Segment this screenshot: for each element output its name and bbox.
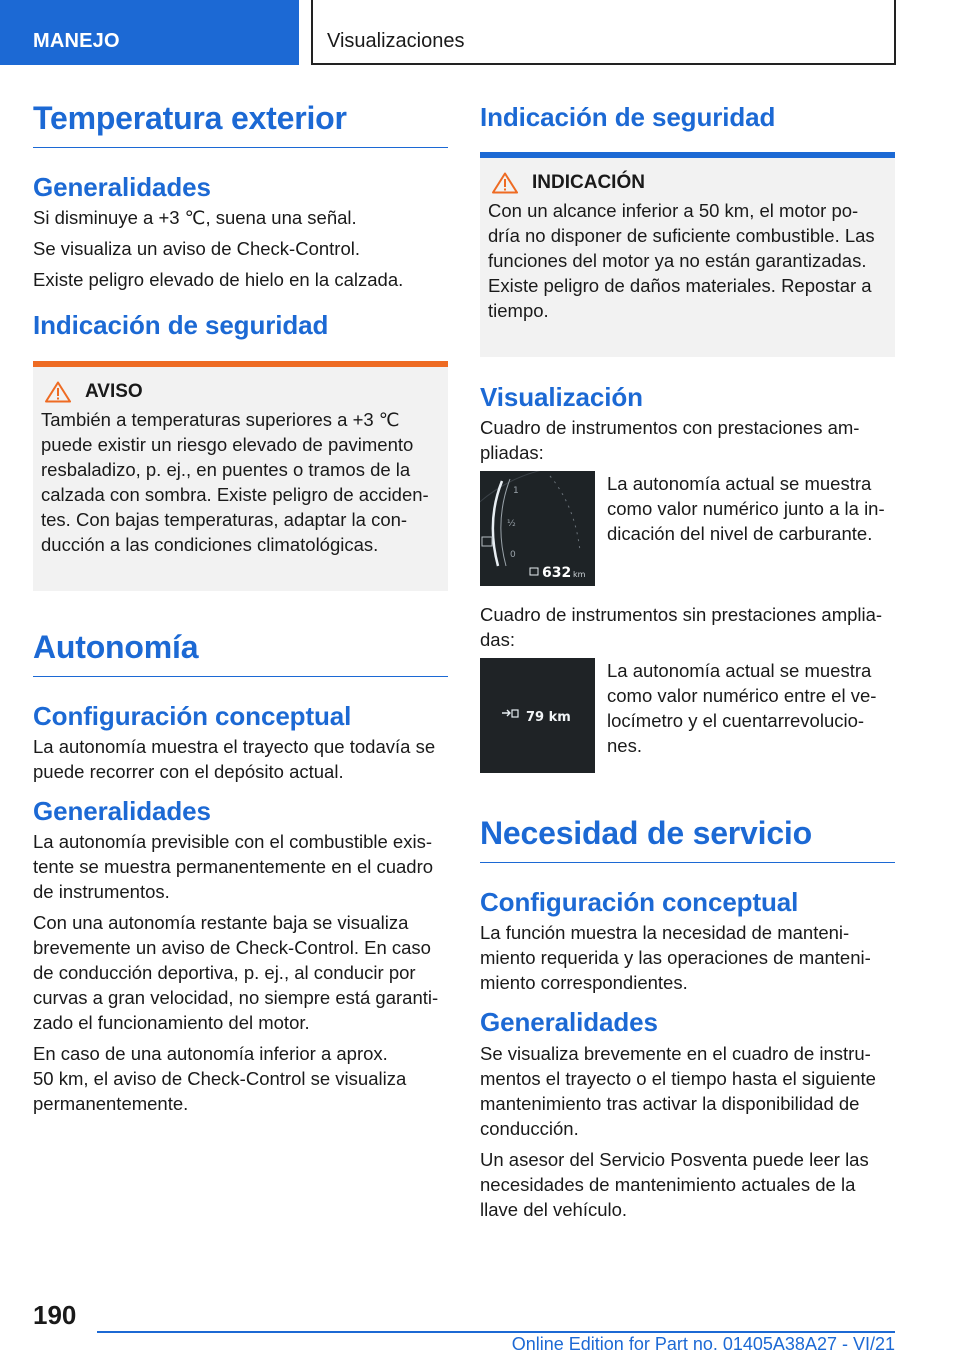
heading-visualization: Visualización bbox=[480, 382, 643, 413]
header-chapter-tab bbox=[311, 0, 896, 65]
footer-divider bbox=[97, 1331, 895, 1333]
figure-basic-caption: La autonomía actual se muestra como valor numérico entre el ve- locímetro y el cuentarrevolucio- nes. bbox=[607, 660, 877, 757]
warning-notice-head bbox=[41, 381, 440, 403]
header-section-tab bbox=[0, 0, 299, 65]
figure-row-extended-cluster bbox=[480, 471, 895, 586]
temp-paragraph-2: Se visualiza un aviso de Check-Control. bbox=[33, 237, 360, 259]
range-general-p1: La autonomía previsible con el combustible exis- tente se muestra permanentemente en el cuadro de instrumentos. bbox=[33, 831, 434, 903]
warning-notice bbox=[33, 367, 448, 591]
heading-service-need: Necesidad de servicio bbox=[480, 815, 895, 863]
left-column bbox=[33, 100, 448, 1122]
indication-notice bbox=[480, 158, 895, 357]
footer-edition: Online Edition for Part no. 01405A38A27 - VI/21 bbox=[511, 1334, 895, 1354]
heading-outside-temperature: Temperatura exterior bbox=[33, 100, 448, 148]
heading-service-concept: Configuración conceptual bbox=[480, 887, 799, 918]
heading-range: Autonomía bbox=[33, 629, 448, 677]
heading-general-temp: Generalidades bbox=[33, 171, 211, 202]
range-concept-text: La autonomía muestra el trayecto que todavía se puede recorrer con el depósito actual. bbox=[33, 736, 436, 783]
heading-range-general: Generalidades bbox=[33, 796, 211, 827]
range-display-graphic bbox=[480, 658, 595, 773]
service-general-p1: Se visualiza brevemente en el cuadro de instru- mentos el trayecto o el tiempo hasta el siguiente mantenimiento tras activar la disponibilidad de conducción. bbox=[480, 1042, 876, 1139]
svg-text:½: ½ bbox=[507, 519, 516, 530]
right-column bbox=[480, 100, 895, 1228]
service-concept-text: La función muestra la necesidad de manteni- miento requerida y las operaciones de manteni- miento correspondientes. bbox=[480, 922, 871, 994]
svg-text:0: 0 bbox=[510, 550, 516, 561]
indication-notice-title: INDICACIÓN bbox=[532, 172, 645, 194]
figure-row-basic-cluster bbox=[480, 658, 895, 773]
warning-notice-text: También a temperaturas superiores a +3 ℃ puede existir un riesgo elevado de pavimento resbaladizo, p. ej., en puentes o tramos de la calzada con sombra. Existe peligro de acciden- tes. Con bajas temperaturas, adaptar la con- ducción a las condiciones climatológicas. bbox=[41, 409, 429, 556]
indication-notice-head bbox=[488, 172, 887, 194]
page-number: 190 bbox=[33, 1300, 77, 1330]
svg-text:1: 1 bbox=[513, 486, 519, 497]
service-general-p2: Un asesor del Servicio Posventa puede leer las necesidades de mantenimiento actuales de la llave del vehículo. bbox=[480, 1148, 869, 1220]
figure-basic-cluster bbox=[480, 658, 595, 773]
header-chapter-label: Visualizaciones bbox=[327, 30, 465, 52]
temp-paragraph-1: Si disminuye a +3 ℃, suena una señal. bbox=[33, 206, 357, 228]
warning-triangle-icon bbox=[45, 381, 71, 403]
figure-extended-caption: La autonomía actual se muestra como valor numérico junto a la in- dicación del nivel de carburante. bbox=[607, 473, 885, 545]
heading-range-concept: Configuración conceptual bbox=[33, 700, 352, 731]
heading-service-general: Generalidades bbox=[480, 1007, 658, 1038]
heading-safety-range: Indicación de seguridad bbox=[480, 102, 776, 132]
header-section-label: MANEJO bbox=[33, 30, 120, 52]
range-general-p2: Con una autonomía restante baja se visualiza brevemente un aviso de Check-Control. En caso de conducción deportiva, p. ej., al conducir por curvas a gran velocidad, no siempre está garanti- zado el funcionamiento del motor. bbox=[33, 912, 439, 1034]
visualization-p1: Cuadro de instrumentos con prestaciones am- pliadas: bbox=[480, 417, 860, 464]
svg-text:km: km bbox=[573, 570, 586, 580]
indication-notice-text: Con un alcance inferior a 50 km, el motor po- dría no disponer de suficiente combustible. Las funciones del motor ya no están garantizadas. Existe peligro de daños materiales. Repostar a tiempo. bbox=[488, 200, 875, 322]
figure-extended-cluster bbox=[480, 471, 595, 586]
svg-text:632: 632 bbox=[542, 565, 572, 582]
range-general-p3: En caso de una autonomía inferior a aprox. 50 km, el aviso de Check-Control se visualiza permanentemente. bbox=[33, 1043, 407, 1115]
heading-safety-temp: Indicación de seguridad bbox=[33, 309, 329, 340]
visualization-p2: Cuadro de instrumentos sin prestaciones amplia- das: bbox=[480, 604, 883, 651]
temp-paragraph-3: Existe peligro elevado de hielo en la calzada. bbox=[33, 268, 404, 290]
warning-notice-title: AVISO bbox=[85, 381, 143, 403]
warning-triangle-icon bbox=[492, 172, 518, 194]
svg-text:79 km: 79 km bbox=[526, 710, 571, 726]
fuel-gauge-graphic bbox=[480, 471, 595, 586]
